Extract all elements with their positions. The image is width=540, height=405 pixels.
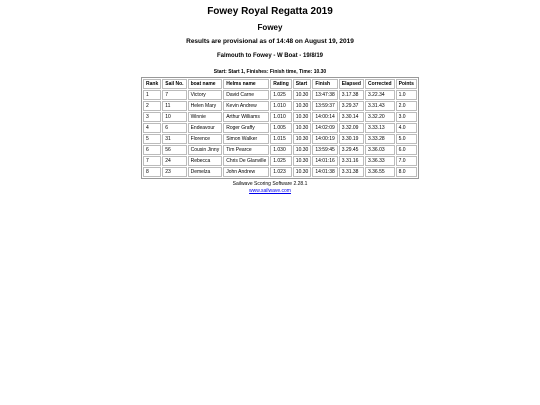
table-cell: 31 (162, 134, 186, 144)
table-cell: 13:47:38 (312, 90, 337, 100)
results-table (141, 77, 419, 179)
table-cell: Simon Walker (223, 134, 269, 144)
table-cell: 1.010 (270, 112, 292, 122)
column-header: Rank (143, 79, 161, 89)
table-cell: 3 (143, 112, 161, 122)
footer (0, 181, 540, 195)
table-row (143, 156, 417, 166)
table-cell: 4.0 (396, 123, 417, 133)
table-cell: 10.30 (293, 90, 312, 100)
table-cell: Arthur Williams (223, 112, 269, 122)
table-cell: 3.32.09 (339, 123, 364, 133)
table-cell: 10.30 (293, 167, 312, 177)
table-cell: Florence (188, 134, 223, 144)
table-cell: 3.29.37 (339, 101, 364, 111)
table-cell: David Carne (223, 90, 269, 100)
table-cell: 7.0 (396, 156, 417, 166)
table-cell: 1.025 (270, 90, 292, 100)
table-cell: 1.005 (270, 123, 292, 133)
table-cell: Winnie (188, 112, 223, 122)
table-cell: 5.0 (396, 134, 417, 144)
table-cell: 10.30 (293, 123, 312, 133)
table-row (143, 101, 417, 111)
table-cell: 7 (162, 90, 186, 100)
table-cell: 13:59:45 (312, 145, 337, 155)
table-cell: 8.0 (396, 167, 417, 177)
table-row (143, 167, 417, 177)
table-cell: John Andrew (223, 167, 269, 177)
table-cell: 3.0 (396, 112, 417, 122)
table-cell: 10.30 (293, 156, 312, 166)
table-cell: 3.36.55 (365, 167, 395, 177)
table-cell: 10 (162, 112, 186, 122)
table-row (143, 134, 417, 144)
table-cell: Cousin Jinny (188, 145, 223, 155)
table-cell: 3.31.16 (339, 156, 364, 166)
table-cell: Helen Mary (188, 101, 223, 111)
provisional-notice: Results are provisional as of 14:48 on August 19, 2019 (186, 38, 354, 45)
table-cell: 1.010 (270, 101, 292, 111)
start-info: Start: Start 1, Finishes: Finish time, Time: 10.30 (213, 69, 327, 75)
table-cell: 14:01:16 (312, 156, 337, 166)
table-cell: Chris De Glanville (223, 156, 269, 166)
table-cell: 1.030 (270, 145, 292, 155)
table-cell: 1.023 (270, 167, 292, 177)
table-cell: 3.30.19 (339, 134, 364, 144)
table-cell: 1.025 (270, 156, 292, 166)
table-cell: 2.0 (396, 101, 417, 111)
race-heading: Falmouth to Fowey - W Boat - 19/8/19 (216, 53, 323, 59)
column-header: Points (396, 79, 417, 89)
table-header-row (143, 79, 417, 89)
table-cell: 14:01:38 (312, 167, 337, 177)
column-header: Corrected (365, 79, 395, 89)
table-cell: 6.0 (396, 145, 417, 155)
sailwave-link[interactable]: www.sailwave.com (249, 188, 291, 194)
table-cell: 8 (143, 167, 161, 177)
table-cell: 23 (162, 167, 186, 177)
table-cell: 3.22.34 (365, 90, 395, 100)
table-body (143, 90, 417, 177)
table-cell: 4 (143, 123, 161, 133)
table-cell: Endeavour (188, 123, 223, 133)
column-header: Start (293, 79, 312, 89)
table-cell: 10.30 (293, 112, 312, 122)
table-row (143, 112, 417, 122)
table-cell: 14:02:09 (312, 123, 337, 133)
column-header: Elapsed (339, 79, 364, 89)
table-cell: 5 (143, 134, 161, 144)
table-cell: 3.36.33 (365, 156, 395, 166)
column-header: Helms name (223, 79, 269, 89)
table-cell: 1 (143, 90, 161, 100)
column-header: Finish (312, 79, 337, 89)
table-cell: Rebecca (188, 156, 223, 166)
table-cell: 3.29.45 (339, 145, 364, 155)
table-cell: 56 (162, 145, 186, 155)
table-cell: 13:59:37 (312, 101, 337, 111)
table-cell: Kevin Andrew (223, 101, 269, 111)
table-cell: 6 (143, 145, 161, 155)
table-row (143, 145, 417, 155)
table-cell: Tim Pearce (223, 145, 269, 155)
table-cell: 7 (143, 156, 161, 166)
table-cell: 3.17.38 (339, 90, 364, 100)
table-row (143, 90, 417, 100)
table-cell: 3.31.43 (365, 101, 395, 111)
table-cell: 10.30 (293, 145, 312, 155)
page-title: Fowey Royal Regatta 2019 (207, 6, 333, 17)
table-cell: 3.33.28 (365, 134, 395, 144)
table-cell: 10.30 (293, 101, 312, 111)
table-cell: 6 (162, 123, 186, 133)
table-cell: Demelza (188, 167, 223, 177)
venue-heading: Fowey (257, 23, 283, 32)
table-cell: 3.32.20 (365, 112, 395, 122)
column-header: boat name (188, 79, 223, 89)
table-cell: 1.0 (396, 90, 417, 100)
software-credit: Sailwave Scoring Software 2.28.1 (232, 181, 308, 187)
table-cell: 3.33.13 (365, 123, 395, 133)
table-cell: 2 (143, 101, 161, 111)
table-cell: 3.30.14 (339, 112, 364, 122)
table-cell: 3.36.03 (365, 145, 395, 155)
table-cell: 10.30 (293, 134, 312, 144)
table-cell: 14:00:19 (312, 134, 337, 144)
column-header: Rating (270, 79, 292, 89)
column-header: Sail No. (162, 79, 186, 89)
table-cell: 11 (162, 101, 186, 111)
table-row (143, 123, 417, 133)
table-cell: 1.015 (270, 134, 292, 144)
table-cell: 24 (162, 156, 186, 166)
table-cell: 3.31.38 (339, 167, 364, 177)
table-cell: 14:00:14 (312, 112, 337, 122)
table-cell: Victory (188, 90, 223, 100)
table-cell: Roger Graffy (223, 123, 269, 133)
